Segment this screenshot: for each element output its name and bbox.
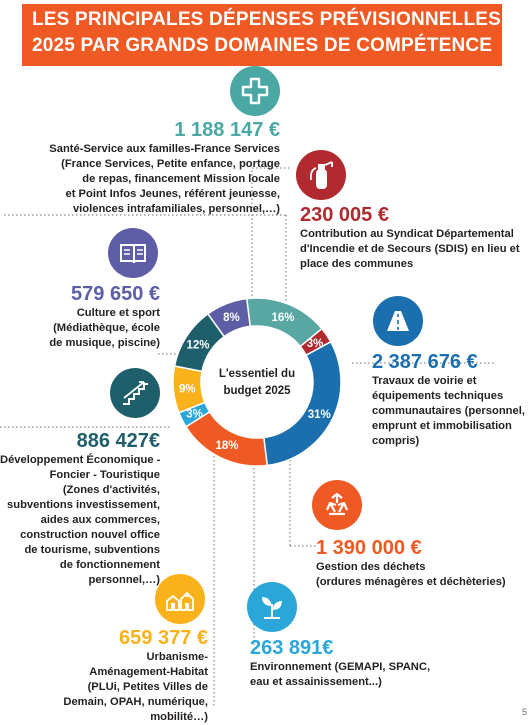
title-line-1: LES PRINCIPALES DÉPENSES PRÉVISIONNELLES xyxy=(32,9,502,30)
slice-label-2: 3% xyxy=(306,337,324,350)
desc-voirie-inline: (personnel, xyxy=(464,405,525,417)
item-dechets xyxy=(316,536,526,590)
slice-label-4: 18% xyxy=(215,440,239,453)
desc-eco-2: subventions investissement, xyxy=(7,499,160,511)
sdis-line-2: d'Incendie et de Secours (SDIS) en lieu et xyxy=(300,243,520,255)
category-urbanisme-1: Urbanisme- xyxy=(146,651,208,663)
slice-label-8: 8% xyxy=(223,311,240,324)
category-culture: Culture et sport xyxy=(76,307,160,319)
desc-culture-1: (Médiathèque, école xyxy=(53,322,160,334)
item-sante xyxy=(40,118,280,217)
slice-label-3: 31% xyxy=(307,408,331,421)
road-icon xyxy=(373,296,423,346)
category-eco-2: Foncier - Touristique xyxy=(49,469,160,481)
amount-dechets: 1 390 000 € xyxy=(316,537,422,559)
category-environnement-text: Environnement xyxy=(250,661,332,673)
category-environnement xyxy=(250,660,460,675)
item-environnement xyxy=(250,636,460,690)
slice-label-6: 9% xyxy=(178,383,196,396)
amount-sdis: 230 005 € xyxy=(300,204,389,226)
category-eco-1: Développement Économique - xyxy=(0,454,161,466)
center-label-line-2: budget 2025 xyxy=(223,385,291,397)
desc-dechets-1: (ordures ménagères et déchèteries) xyxy=(316,576,506,588)
desc-sante-2: de repas, financement Mission locale xyxy=(82,173,280,185)
growth-stairs-icon xyxy=(110,368,160,418)
item-culture xyxy=(30,282,160,351)
desc-urbanisme-2: Demain, OPAH, numérique, xyxy=(63,696,208,708)
desc-eco-3: aides aux commerces, xyxy=(40,514,160,526)
sdis-line-3: place des communes xyxy=(300,258,414,270)
desc-sante-4: violences intrafamiliales, personnel,…) xyxy=(72,203,280,215)
desc-eco-7: personnel,…) xyxy=(88,574,160,586)
desc-voirie-3: compris) xyxy=(372,435,420,447)
category-voirie-3 xyxy=(372,404,528,419)
desc-voirie-2: emprunt et immobilisation xyxy=(372,420,512,432)
desc-eco-5: de tourisme, subventions xyxy=(24,544,160,556)
item-eco xyxy=(0,429,160,588)
medical-cross-icon xyxy=(230,66,280,116)
desc-eco-1: (Zones d'activités, xyxy=(62,484,160,496)
slice-label-1: 16% xyxy=(271,312,295,325)
donut-center-label xyxy=(210,366,304,400)
slice-label-7: 12% xyxy=(186,339,210,352)
category-voirie-1: Travaux de voirie et xyxy=(372,375,477,387)
desc-eco-6: de fonctionnement xyxy=(59,559,160,571)
amount-eco: 886 427€ xyxy=(76,430,160,452)
desc-eco-4: construction nouvel office xyxy=(20,529,160,541)
desc-culture-2: de musique, piscine) xyxy=(49,337,160,349)
amount-culture: 579 650 € xyxy=(71,283,160,305)
plant-icon xyxy=(247,582,297,632)
category-voirie-2: équipements techniques xyxy=(372,390,504,402)
item-urbanisme xyxy=(58,626,208,725)
desc-urbanisme-3: mobilité…) xyxy=(150,711,208,723)
recycle-icon xyxy=(312,480,362,530)
item-sdis xyxy=(300,203,526,272)
sdis-line-1: Contribution au Syndicat Départemental xyxy=(300,228,514,240)
amount-urbanisme: 659 377 € xyxy=(119,627,208,649)
item-voirie xyxy=(372,350,528,449)
category-dechets: Gestion des déchets xyxy=(316,561,426,573)
slice-label-5: 3% xyxy=(186,408,203,421)
amount-voirie: 2 387 676 € xyxy=(372,351,478,373)
desc-environnement-2: eau et assainissement...) xyxy=(250,676,382,688)
desc-environnement-inline: (GEMAPI, SPANC, xyxy=(334,661,431,673)
category-voirie-3-text: communautaires xyxy=(372,405,462,417)
category-sante: Santé-Service aux familles-France Services xyxy=(49,143,280,155)
title-line-2: 2025 PAR GRANDS DOMAINES DE COMPÉTENCE xyxy=(32,35,493,56)
category-urbanisme-2: Aménagement-Habitat xyxy=(89,666,208,678)
fire-extinguisher-icon xyxy=(296,150,346,200)
center-label-line-1: L'essentiel du xyxy=(218,368,296,380)
page-number: 5 xyxy=(521,707,527,717)
amount-environnement: 263 891€ xyxy=(250,637,334,659)
desc-sante-3: et Point Infos Jeunes, référent jeunesse, xyxy=(65,188,280,200)
desc-urbanisme-1: (PLUi, Petites Villes de xyxy=(87,681,208,693)
donut-slice-3 xyxy=(264,342,341,466)
book-icon xyxy=(108,228,158,278)
desc-sante-1: (France Services, Petite enfance, portage xyxy=(61,158,280,170)
houses-icon xyxy=(155,574,205,624)
amount-sante: 1 188 147 € xyxy=(174,119,280,141)
